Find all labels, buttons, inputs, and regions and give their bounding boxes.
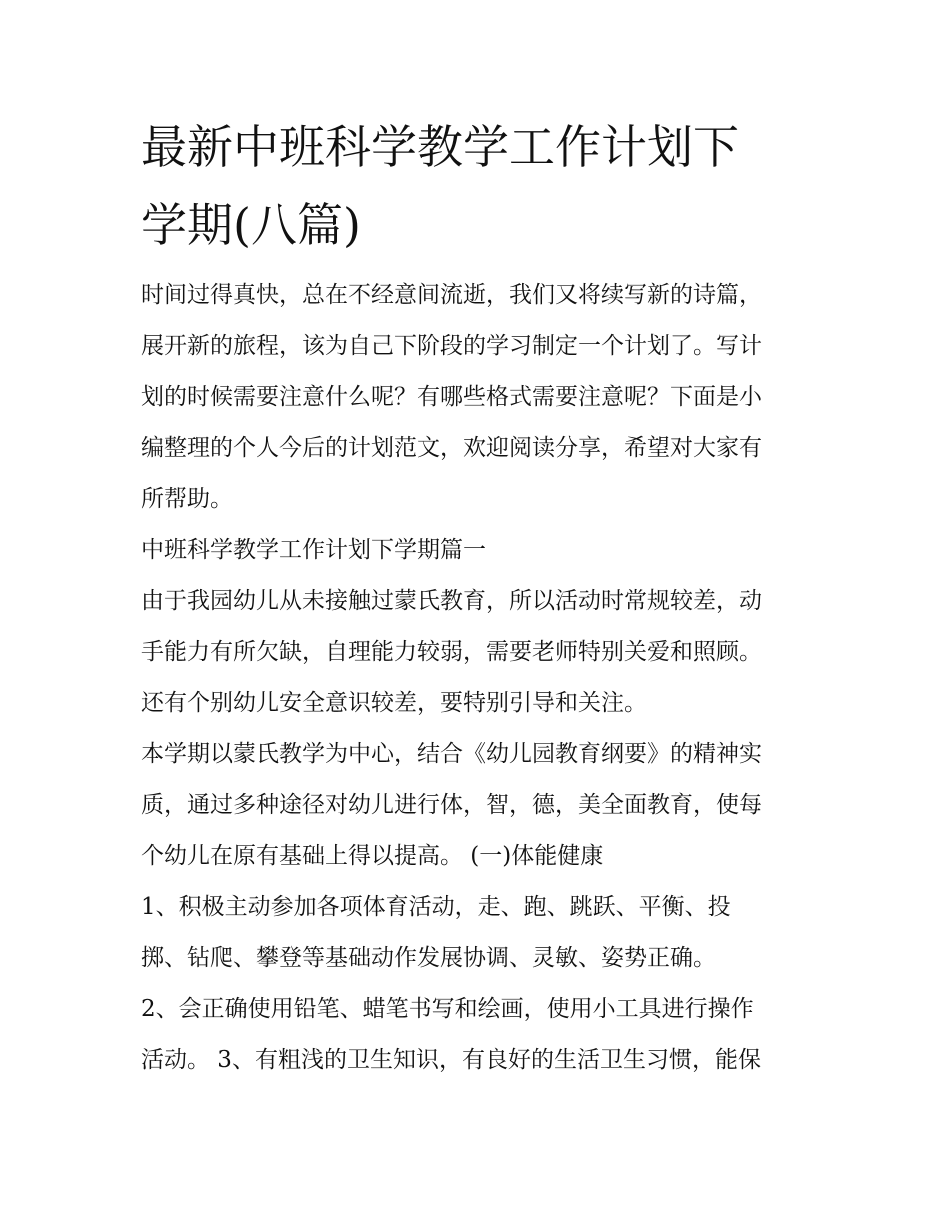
document-content [141,108,821,1086]
body-line: 划的时候需要注意什么呢？有哪些格式需要注意呢？下面是小 [141,384,762,410]
body-line: 时间过得真快，总在不经意间流逝，我们又将续写新的诗篇， [141,282,762,308]
body-line: 个幼儿在原有基础上得以提高。 (一)体能健康 [141,843,604,869]
section-heading: 中班科学教学工作计划下学期篇一 [141,537,486,563]
body-line: 编整理的个人今后的计划范文，欢迎阅读分享，希望对大家有 [141,435,762,461]
body-line: 活动。 3、有粗浅的卫生知识，有良好的生活卫生习惯，能保 [141,1047,761,1073]
body-line: 所帮助。 [141,486,233,512]
body-line: 本学期以蒙氏教学为中心，结合《幼儿园教育纲要》的精神实 [141,741,762,767]
body-line: 1、积极主动参加各项体育活动，走、跑、跳跃、平衡、投 [141,894,731,920]
title-line: 学期(八篇) [141,198,361,252]
body-line: 展开新的旅程，该为自己下阶段的学习制定一个计划了。写计 [141,333,762,359]
body-line: 由于我园幼儿从未接触过蒙氏教育，所以活动时常规较差，动 [141,588,762,614]
body-line: 2、会正确使用铅笔、蜡笔书写和绘画，使用小工具进行操作 [141,996,754,1022]
body-line: 还有个别幼儿安全意识较差，要特别引导和关注。 [141,690,647,716]
body-line: 手能力有所欠缺，自理能力较弱，需要老师特别关爱和照顾。 [141,639,762,665]
document-title [141,108,821,264]
body-line: 掷、钻爬、攀登等基础动作发展协调、灵敏、姿势正确。 [141,945,716,971]
body-line: 质，通过多种途径对幼儿进行体，智，德，美全面教育，使每 [141,792,762,818]
title-line: 最新中班科学教学工作计划下 [141,120,739,174]
